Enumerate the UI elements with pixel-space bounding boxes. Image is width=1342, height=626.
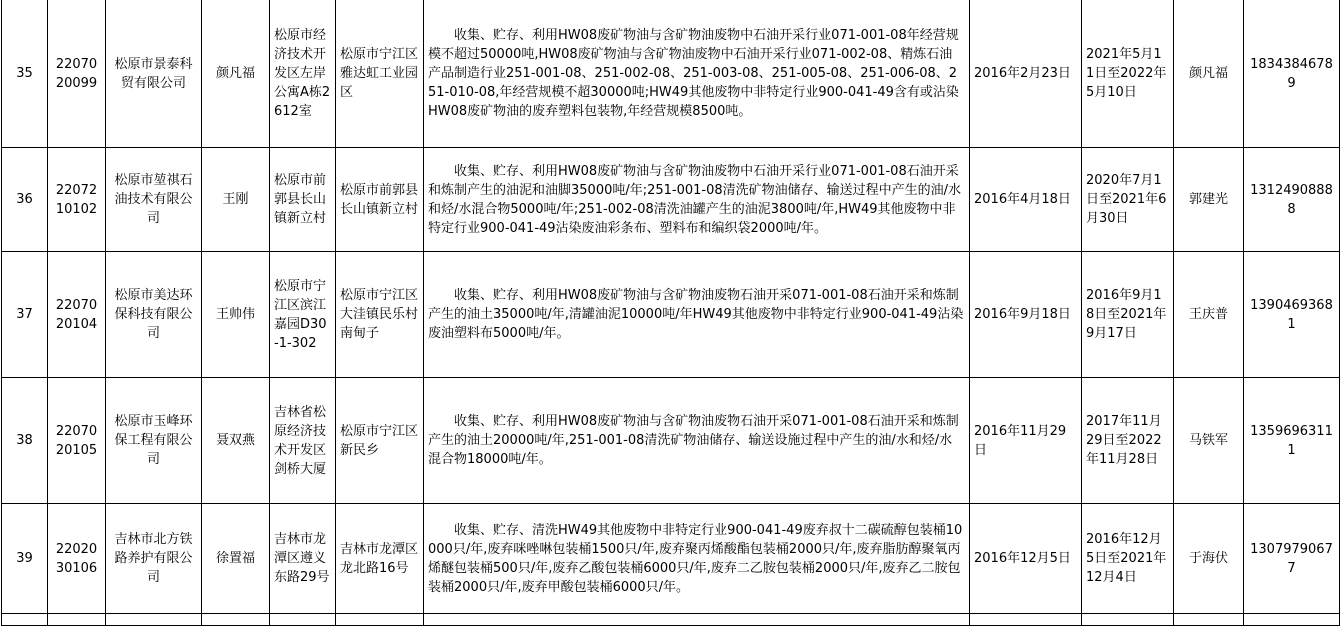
empty-cell <box>2 614 48 626</box>
business-scope: 收集、贮存、利用HW08废矿物油与含矿物油废物石油开采071-001-08石油开采和炼制产生的油土20000吨/年,251-001-08清洗矿物油储存、输送设施过程中产生的油/水和烃/水混合物18000吨/年。 <box>424 378 970 504</box>
empty-cell <box>1174 614 1244 626</box>
issue-date: 2016年12月5日 <box>970 504 1082 614</box>
contact-person: 颜凡福 <box>1174 0 1244 148</box>
facility-address: 吉林市龙潭区龙北路16号 <box>336 504 424 614</box>
contact-person: 于海伏 <box>1174 504 1244 614</box>
registered-address: 吉林省松原经济技术开发区剑桥大厦 <box>270 378 336 504</box>
issue-date: 2016年4月18日 <box>970 148 1082 252</box>
company-name: 吉林市北方铁路养护有限公司 <box>106 504 202 614</box>
facility-address: 松原市宁江区新民乡 <box>336 378 424 504</box>
permit-code: 2202030106 <box>48 504 106 614</box>
table-row-partial <box>2 614 1340 626</box>
contact-phone: 13079790677 <box>1244 504 1340 614</box>
row-number: 36 <box>2 148 48 252</box>
registered-address: 松原市前郭县长山镇新立村 <box>270 148 336 252</box>
validity-period: 2021年5月11日至2022年5月10日 <box>1082 0 1174 148</box>
table-row <box>2 504 1340 614</box>
row-number: 38 <box>2 378 48 504</box>
permit-code: 2207020099 <box>48 0 106 148</box>
facility-address: 松原市宁江区雅达虹工业园区 <box>336 0 424 148</box>
business-scope: 收集、贮存、利用HW08废矿物油与含矿物油废物中石油开采行业071-001-08石油开采和炼制产生的油泥和油脚35000吨/年;251-001-08清洗矿物油储存、输送过程中产生的油/水和烃/水混合物5000吨/年;251-002-08清洗油罐产生的油泥3800吨/年,HW49其他废物中非特定行业900-041-49沾染废油彩条布、塑料布和编织袋2000吨/年。 <box>424 148 970 252</box>
table-row <box>2 252 1340 378</box>
permit-code: 2207210102 <box>48 148 106 252</box>
validity-period: 2017年11月29日至2022年11月28日 <box>1082 378 1174 504</box>
empty-cell <box>48 614 106 626</box>
row-number: 37 <box>2 252 48 378</box>
facility-address: 松原市前郭县长山镇新立村 <box>336 148 424 252</box>
business-scope: 收集、贮存、利用HW08废矿物油与含矿物油废物石油开采071-001-08石油开采和炼制产生的油土35000吨/年,清罐油泥10000吨/年HW49其他废物中非特定行业900-041-49沾染废油塑料布5000吨/年。 <box>424 252 970 378</box>
company-name: 松原市玉峰环保工程有限公司 <box>106 378 202 504</box>
registered-address: 吉林市龙潭区遵义东路29号 <box>270 504 336 614</box>
facility-address: 松原市宁江区大洼镇民乐村南甸子 <box>336 252 424 378</box>
company-name: 松原市堃祺石油技术有限公司 <box>106 148 202 252</box>
legal-representative: 颜凡福 <box>202 0 270 148</box>
company-name: 松原市景泰科贸有限公司 <box>106 0 202 148</box>
empty-cell <box>202 614 270 626</box>
legal-representative: 王帅伟 <box>202 252 270 378</box>
empty-cell <box>1244 614 1340 626</box>
validity-period: 2016年12月5日至2021年12月4日 <box>1082 504 1174 614</box>
company-name: 松原市美达环保科技有限公司 <box>106 252 202 378</box>
issue-date: 2016年11月29日 <box>970 378 1082 504</box>
empty-cell <box>1082 614 1174 626</box>
business-scope: 收集、贮存、利用HW08废矿物油与含矿物油废物中石油开采行业071-001-08年经营规模不超过50000吨,HW08废矿物油与含矿物油废物中石油开采行业071-002-08、精炼石油产品制造行业251-001-08、251-002-08、251-003-08、251-005-08、251-006-08、251-010-08,年经营规模不超30000吨;HW49其他废物中非特定行业900-041-49含有或沾染HW08废矿物油的废弃塑料包装物,年经营规模8500吨。 <box>424 0 970 148</box>
contact-phone: 13904693681 <box>1244 252 1340 378</box>
legal-representative: 聂双燕 <box>202 378 270 504</box>
contact-phone: 18343846789 <box>1244 0 1340 148</box>
row-number: 39 <box>2 504 48 614</box>
contact-person: 马铁军 <box>1174 378 1244 504</box>
empty-cell <box>270 614 336 626</box>
contact-phone: 13124908888 <box>1244 148 1340 252</box>
legal-representative: 徐置福 <box>202 504 270 614</box>
permit-table <box>1 0 1340 626</box>
table-row <box>2 0 1340 148</box>
empty-cell <box>424 614 970 626</box>
permit-code: 2207020105 <box>48 378 106 504</box>
empty-cell <box>336 614 424 626</box>
permit-code: 2207020104 <box>48 252 106 378</box>
row-number: 35 <box>2 0 48 148</box>
contact-person: 王庆普 <box>1174 252 1244 378</box>
contact-phone: 13596963111 <box>1244 378 1340 504</box>
validity-period: 2020年7月1日至2021年6月30日 <box>1082 148 1174 252</box>
empty-cell <box>970 614 1082 626</box>
empty-cell <box>106 614 202 626</box>
issue-date: 2016年9月18日 <box>970 252 1082 378</box>
table-row <box>2 148 1340 252</box>
issue-date: 2016年2月23日 <box>970 0 1082 148</box>
contact-person: 郭建光 <box>1174 148 1244 252</box>
table-row <box>2 378 1340 504</box>
registered-address: 松原市经济技术开发区左岸公寓A栋2612室 <box>270 0 336 148</box>
legal-representative: 王刚 <box>202 148 270 252</box>
registered-address: 松原市宁江区滨江嘉园D30-1-302 <box>270 252 336 378</box>
business-scope: 收集、贮存、清洗HW49其他废物中非特定行业900-041-49废弃叔十二碳硫醇包装桶10000只/年,废弃咪唑啉包装桶1500只/年,废弃聚丙烯酸酯包装桶2000只/年,废弃脂肪醇聚氧丙烯醚包装桶500只/年,废弃乙酸包装桶6000只/年,废弃二乙胺包装桶2000只/年,废弃乙二胺包装桶2000只/年,废弃甲酸包装桶6000只/年。 <box>424 504 970 614</box>
validity-period: 2016年9月18日至2021年9月17日 <box>1082 252 1174 378</box>
